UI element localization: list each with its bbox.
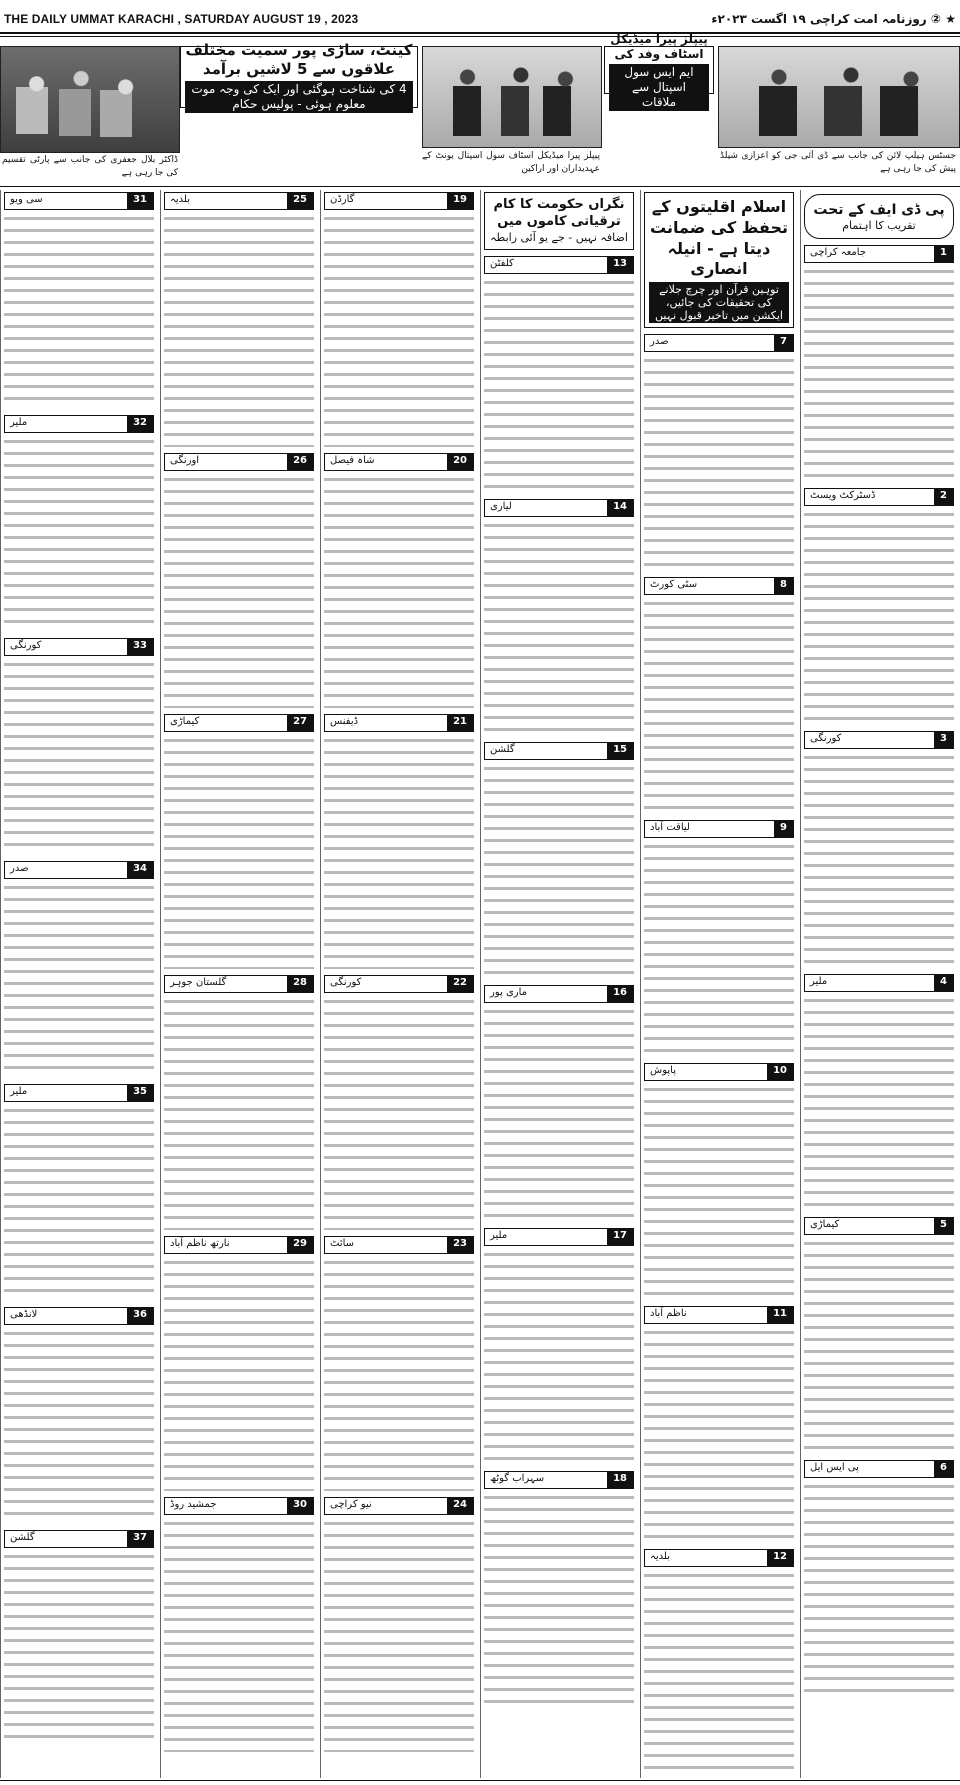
caption-right: جسٹس ہیلپ لائن کی جانب سے ڈی آئی جی کو اعزازی شیلڈ پیش کی جا رہی ہے <box>720 151 956 174</box>
news-item-tag <box>484 1228 634 1246</box>
news-item-place: کیماڑی <box>810 1219 840 1231</box>
news-item-place: جامعہ کراچی <box>810 247 867 259</box>
news-item-number: 37 <box>127 1531 153 1547</box>
masthead-rule-thin <box>0 36 960 37</box>
news-item-body <box>804 752 954 968</box>
news-item <box>164 1497 314 1752</box>
news-item <box>164 975 314 1230</box>
news-item-tag <box>164 1497 314 1515</box>
news-item-tag <box>4 415 154 433</box>
news-item-tag <box>644 1063 794 1081</box>
news-item-body <box>324 1257 474 1491</box>
news-item-tag <box>484 256 634 274</box>
news-item <box>644 1549 794 1778</box>
news-column-1 <box>800 190 957 1778</box>
news-item-tag <box>804 488 954 506</box>
news-item-place: سہراب گوٹھ <box>490 1473 545 1485</box>
news-item-body <box>484 1249 634 1465</box>
feature-minorities-sub: توہین قرآن اور چرچ جلانے کی تحقیقات کی جائیں، ایکشن میں تاخیر قبول نہیں <box>649 282 789 323</box>
news-item-number: 14 <box>607 500 633 516</box>
paramedic-subheadline: ایم ایس سول اسپتال سے ملاقات <box>609 64 709 111</box>
news-item-number: 30 <box>287 1498 313 1514</box>
news-item-number: 18 <box>607 1472 633 1488</box>
news-item-tag <box>4 1307 154 1325</box>
news-item-tag <box>4 1084 154 1102</box>
news-item-body <box>164 1257 314 1491</box>
news-item <box>164 714 314 969</box>
news-item-number: 10 <box>767 1064 793 1080</box>
caption-left: ڈاکٹر بلال جعفری کی جانب سے پارٹی تقسیم کی جا رہی ہے <box>2 155 178 178</box>
news-item-body <box>484 277 634 493</box>
news-item-tag <box>804 731 954 749</box>
news-item <box>804 488 954 725</box>
news-item <box>4 1307 154 1524</box>
news-item-number: 8 <box>774 578 793 594</box>
news-item <box>4 415 154 632</box>
news-item-body <box>484 763 634 979</box>
news-item <box>484 256 634 493</box>
news-item-number: 31 <box>127 193 153 209</box>
news-item-place: پی ایس ایل <box>810 1462 859 1474</box>
feature-caretaker <box>484 192 634 250</box>
news-item-tag <box>804 974 954 992</box>
news-item-place: کورنگی <box>330 977 362 988</box>
news-item <box>164 192 314 447</box>
news-column-5 <box>160 190 317 1778</box>
news-item <box>484 1228 634 1465</box>
news-item-tag <box>324 975 474 993</box>
news-item <box>644 334 794 571</box>
masthead <box>4 6 956 32</box>
news-item <box>324 975 474 1230</box>
news-item <box>804 245 954 482</box>
news-item-number: 7 <box>774 335 793 351</box>
news-item <box>324 714 474 969</box>
caption-paramedic <box>604 98 714 180</box>
news-item-number: 15 <box>607 743 633 759</box>
news-item-place: کلفٹن <box>490 258 514 270</box>
news-item-place: لیاری <box>490 501 512 513</box>
news-item-number: 32 <box>127 416 153 432</box>
news-item-body <box>324 735 474 969</box>
news-item-tag <box>324 1236 474 1254</box>
news-item-number: 12 <box>767 1550 793 1566</box>
news-item-place: شاہ فیصل <box>330 455 375 466</box>
top-headline: کینٹ، ساڑی پور سمیت مختلف علاقوں سے 5 لاشیں برآمد <box>185 41 413 78</box>
news-item-tag <box>4 192 154 210</box>
news-item-number: 21 <box>447 715 473 731</box>
news-item-number: 5 <box>934 1218 953 1234</box>
news-column-4 <box>320 190 477 1778</box>
top-subheadline: 4 کی شناخت ہوگئی اور ایک کی وجہ موت معلوم ہوئی - پولیس حکام <box>185 81 413 113</box>
news-item-number: 33 <box>127 639 153 655</box>
news-item-tag <box>644 1306 794 1324</box>
news-item-place: کورنگی <box>810 733 842 745</box>
news-item-number: 2 <box>934 489 953 505</box>
news-item-number: 35 <box>127 1085 153 1101</box>
news-item-body <box>4 1328 154 1524</box>
feature-pdf-sub: تقریب کا اہتمام <box>842 219 916 233</box>
news-item <box>484 1471 634 1708</box>
news-item-place: ملیر <box>490 1230 508 1242</box>
news-item-tag <box>804 1217 954 1235</box>
masthead-english: THE DAILY UMMAT KARACHI , SATURDAY AUGUST 19 , 2023 <box>4 12 359 26</box>
news-item-place: ماری پور <box>490 987 528 999</box>
news-item-number: 29 <box>287 1237 313 1253</box>
news-item-body <box>4 1105 154 1301</box>
news-item-place: بلدیہ <box>170 194 190 205</box>
news-item-body <box>324 996 474 1230</box>
news-item-body <box>804 1481 954 1697</box>
news-item-body <box>804 1238 954 1454</box>
news-item-number: 34 <box>127 862 153 878</box>
news-item-body <box>484 520 634 736</box>
news-item-body <box>4 436 154 632</box>
news-item <box>324 453 474 708</box>
news-item-place: نیو کراچی <box>330 1499 372 1510</box>
news-item <box>324 192 474 447</box>
news-item-place: پاپوش <box>650 1065 676 1077</box>
news-item-place: گارڈن <box>330 194 355 205</box>
news-item-place: سی ویو <box>10 194 43 205</box>
masthead-rule <box>0 32 960 34</box>
news-item-tag <box>164 192 314 210</box>
caption-center: پیپلز پیرا میڈیکل اسٹاف سول اسپتال یونٹ کے عہدیداران اور اراکین <box>422 151 600 174</box>
news-item <box>4 1084 154 1301</box>
news-item-place: ملیر <box>10 1086 28 1097</box>
news-item-number: 26 <box>287 454 313 470</box>
news-column-3 <box>480 190 637 1778</box>
news-item <box>4 638 154 855</box>
news-item-place: اورنگی <box>170 455 200 466</box>
news-item <box>164 453 314 708</box>
news-item-body <box>164 474 314 708</box>
news-item-body <box>644 841 794 1057</box>
news-item-place: لانڈھی <box>10 1309 38 1320</box>
top-photo-strip <box>0 31 960 182</box>
news-item-body <box>164 213 314 447</box>
news-item-tag <box>484 499 634 517</box>
paramedic-headline: پیپلز پیرا میڈیکل اسٹاف وفد کی <box>610 31 708 61</box>
feature-caretaker-sub: اضافہ نہیں - جے یو آئی رابطہ <box>490 230 628 244</box>
news-item-body <box>324 1518 474 1752</box>
news-item-place: لیاقت آباد <box>650 822 690 834</box>
news-item-tag <box>644 334 794 352</box>
news-item-place: صدر <box>650 336 669 348</box>
news-item-tag <box>804 245 954 263</box>
caption-center-left <box>180 112 418 180</box>
masthead-urdu: ★ ② روزنامہ امت کراچی ۱۹ اگست ۲۰۲۳ء <box>711 12 956 26</box>
news-item-body <box>804 995 954 1211</box>
news-column-6 <box>0 190 157 1778</box>
news-item <box>4 1530 154 1747</box>
news-item <box>324 1497 474 1752</box>
news-item <box>644 1063 794 1300</box>
news-item <box>484 985 634 1222</box>
news-item-body <box>164 735 314 969</box>
news-item <box>484 499 634 736</box>
news-item-number: 36 <box>127 1308 153 1324</box>
news-item-tag <box>164 714 314 732</box>
news-item-body <box>4 213 154 409</box>
news-item-place: کورنگی <box>10 640 42 651</box>
news-item <box>804 1460 954 1697</box>
news-item-body <box>484 1006 634 1222</box>
news-item-place: ڈسٹرکٹ ویسٹ <box>810 490 876 502</box>
feature-minorities-headline: اسلام اقلیتوں کے تحفظ کی ضمانت دیتا ہے - انیلہ انصاری <box>650 197 788 279</box>
news-item-body <box>324 474 474 708</box>
news-item-number: 24 <box>447 1498 473 1514</box>
news-item-tag <box>484 742 634 760</box>
feature-pdf-headline: پی ڈی ایف کے تحت <box>813 202 945 218</box>
news-item-number: 11 <box>767 1307 793 1323</box>
news-item-body <box>644 1327 794 1543</box>
news-item-tag <box>644 1549 794 1567</box>
news-item-tag <box>4 638 154 656</box>
news-item-body <box>164 996 314 1230</box>
news-item-place: گلستان جوہر <box>170 977 227 988</box>
news-item-place: ڈیفنس <box>330 716 359 727</box>
photo-left <box>0 46 180 153</box>
news-item-tag <box>324 453 474 471</box>
news-item-tag <box>324 1497 474 1515</box>
news-column-2 <box>640 190 797 1778</box>
news-item <box>4 861 154 1078</box>
news-item-place: بلدیہ <box>650 1551 670 1563</box>
news-item-place: ملیر <box>10 417 28 428</box>
news-item-tag <box>4 861 154 879</box>
news-item-body <box>484 1492 634 1708</box>
top-headline-box <box>180 41 418 111</box>
news-item-body <box>644 1570 794 1778</box>
news-item-place: نارتھ ناظم آباد <box>170 1238 230 1249</box>
news-item-place: کیماڑی <box>170 716 200 727</box>
news-item-number: 20 <box>447 454 473 470</box>
photo-center <box>422 46 602 148</box>
news-item-place: صدر <box>10 863 29 874</box>
news-item-body <box>164 1518 314 1752</box>
news-item-number: 27 <box>287 715 313 731</box>
news-item <box>644 1306 794 1543</box>
news-item-number: 4 <box>934 975 953 991</box>
news-item <box>644 820 794 1057</box>
news-item-body <box>324 213 474 447</box>
news-item-place: گلشن <box>490 744 515 756</box>
news-item <box>484 742 634 979</box>
news-item-place: ملیر <box>810 976 828 988</box>
top-strip-rule <box>0 186 960 187</box>
news-item-number: 3 <box>934 732 953 748</box>
news-item-body <box>4 882 154 1078</box>
news-item-number: 17 <box>607 1229 633 1245</box>
news-item-tag <box>644 577 794 595</box>
news-item <box>164 1236 314 1491</box>
news-item <box>324 1236 474 1491</box>
news-item-number: 6 <box>934 1461 953 1477</box>
news-item-place: گلشن <box>10 1532 35 1543</box>
feature-minorities <box>644 192 794 328</box>
news-item-tag <box>4 1530 154 1548</box>
news-item-body <box>804 266 954 482</box>
news-item-tag <box>164 453 314 471</box>
news-item-body <box>4 1551 154 1747</box>
news-item <box>804 974 954 1211</box>
bottom-rule <box>0 1780 960 1781</box>
news-item-tag <box>324 192 474 210</box>
news-item-place: سائٹ <box>330 1238 355 1249</box>
news-item-place: سٹی کورٹ <box>650 579 698 591</box>
news-item-tag <box>164 1236 314 1254</box>
news-item-body <box>644 598 794 814</box>
news-item-place: جمشید روڈ <box>170 1499 217 1510</box>
news-item-tag <box>484 1471 634 1489</box>
news-item-tag <box>164 975 314 993</box>
news-item-number: 22 <box>447 976 473 992</box>
news-item-number: 19 <box>447 193 473 209</box>
paramedic-headline-box <box>604 31 714 109</box>
news-item-tag <box>644 820 794 838</box>
news-item-number: 28 <box>287 976 313 992</box>
news-item-body <box>4 659 154 855</box>
news-item-tag <box>324 714 474 732</box>
news-item-tag <box>804 1460 954 1478</box>
news-item-number: 9 <box>774 821 793 837</box>
news-item-body <box>644 355 794 571</box>
news-item-number: 16 <box>607 986 633 1002</box>
feature-caretaker-headline: نگراں حکومت کا کام ترقیاتی کاموں میں <box>493 197 625 229</box>
news-item-number: 1 <box>934 246 953 262</box>
news-item-number: 25 <box>287 193 313 209</box>
news-item <box>804 731 954 968</box>
news-item-place: ناظم آباد <box>650 1308 687 1320</box>
news-item-number: 23 <box>447 1237 473 1253</box>
news-item-tag <box>484 985 634 1003</box>
news-item-number: 13 <box>607 257 633 273</box>
news-item <box>804 1217 954 1454</box>
feature-pdf-event <box>804 194 954 239</box>
news-item <box>644 577 794 814</box>
photo-right <box>718 46 960 148</box>
news-item-body <box>804 509 954 725</box>
news-item-body <box>644 1084 794 1300</box>
news-item <box>4 192 154 409</box>
